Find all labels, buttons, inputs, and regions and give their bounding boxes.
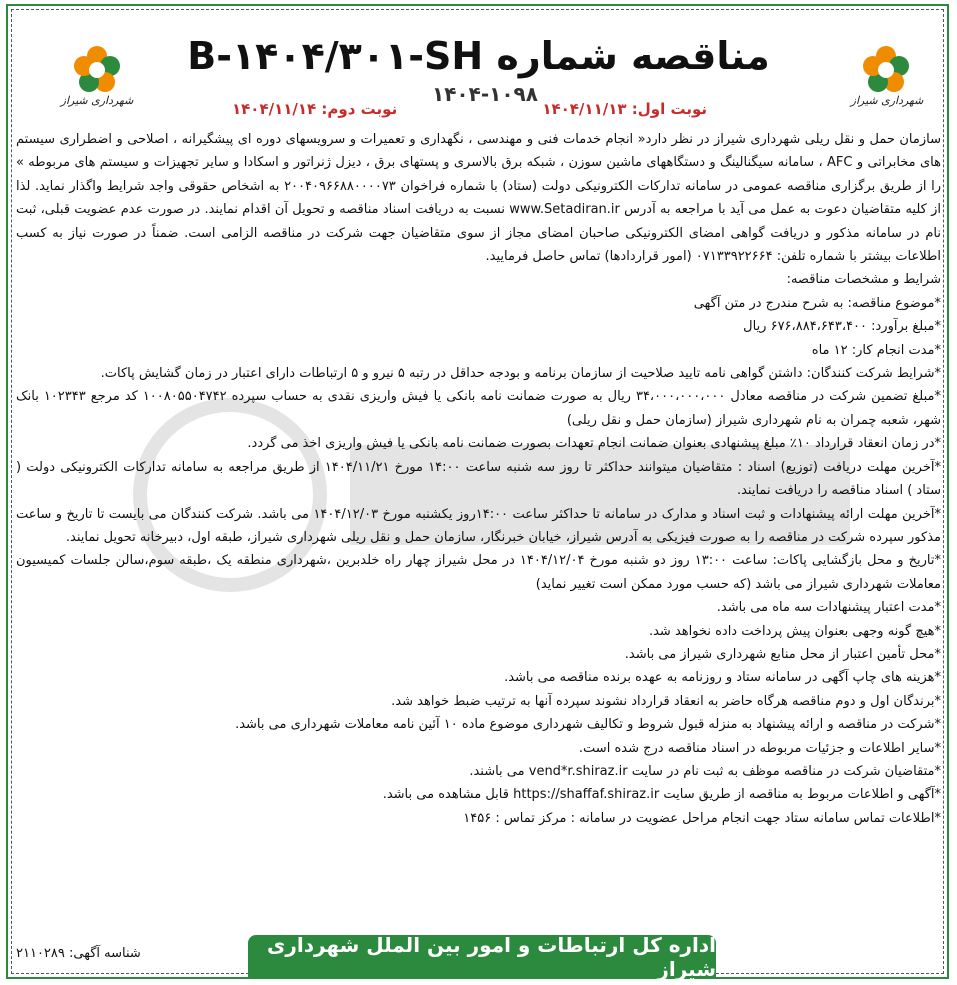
issuing-office-label: اداره کل ارتباطات و امور بین الملل شهرداری شیراز	[267, 933, 716, 981]
intro-paragraph: سازمان حمل و نقل ریلی شهرداری شیراز در نظر دارد« انجام خدمات فنی و مهندسی ، نگهداری و تعمیرات و سرویسهای دوره ای پیشگیرانه ، اصلاحی و اضطراری سیستم های مخابراتی و AFC ، سامانه سیگنالینگ و دستگاههای ماشین سوزن ، شبکه برق بالاسری و پستهای برق ، دیزل ژنراتور و اسکادا و سایر تجهیزات و سیستم های مربوطه » را از طریق برگزاری مناقصه عمومی در سامانه تدارکات الکترونیکی دولت (ستاد) با شماره فراخوان ۲۰۰۴۰۹۶۶۸۸۰۰۰۰۷۳ به اشخاص حقوقی واجد شرایط واگذار نماید. لذا از کلیه متقاضیان دعوت به عمل می آید با مراجعه به آدرس www.Setadiran.ir نسبت به دریافت اسناد مناقصه و تحویل آن اقدام نمایند. در صورت عدم عضویت قبلی، ثبت نام در سامانه مذکور و دریافت گواهی امضای الکترونیکی صاحبان امضای مجاز از سوی متقاضیان جهت شرکت در مناقصه الزامی است. ضمناً در صورت نیاز به کسب اطلاعات بیشتر با شماره تلفن: ۰۷۱۳۳۹۲۲۶۶۴ (امور قراردادها) تماس حاصل فرمایید.	[16, 132, 942, 265]
tender-body	[16, 128, 941, 830]
condition-item: *شرایط شرکت کنندگان: داشتن گواهی نامه تایید صلاحیت از سازمان برنامه و بودجه حداقل در رتبه ۵ نیرو و ۵ ارتباطات دارای اعتبار در زمان گشایش پاکات.	[100, 366, 941, 382]
condition-item: *شرکت در مناقصه و ارائه پیشنهاد به منزله قبول شروط و تکالیف شهرداری موضوع ماده ۱۰ آئین نامه معاملات شهرداری می باشد.	[235, 717, 941, 733]
logo-caption-right: شهرداری شیراز	[850, 94, 924, 107]
tender-title: مناقصه شماره B-۱۴۰۴/۳۰۱-SH	[187, 34, 770, 78]
handwritten-reference-number: ۱۴۰۴-۱۰۹۸	[432, 82, 538, 106]
logo-caption-left: شهرداری شیراز	[60, 94, 134, 107]
condition-item: *محل تأمین اعتبار از محل منابع شهرداری شیراز می باشد.	[624, 646, 941, 662]
condition-item: *موضوع مناقصه: به شرح مندرج در متن آگهی	[693, 295, 941, 311]
condition-item: *هزینه های چاپ آگهی در سامانه ستاد و روزنامه به عهده برنده مناقصه می باشد.	[504, 670, 941, 686]
condition-item: *مدت انجام کار: ۱۲ ماه	[811, 342, 941, 358]
condition-item: *هیچ گونه وجهی بعنوان پیش پرداخت داده نخواهد شد.	[648, 623, 941, 639]
condition-item: *سایر اطلاعات و جزئیات مربوطه در اسناد مناقصه درج شده است.	[578, 740, 941, 756]
conditions-heading: شرایط و مشخصات مناقصه:	[786, 272, 941, 288]
condition-item: *آخرین مهلت دریافت (توزیع) اسناد : متقاضیان میتوانند حداکثر تا روز سه شنبه ساعت ۱۴:۰۰ مورخ ۱۴۰۴/۱۱/۲۱ از طریق مراجعه به سامانه تدارکات الکترونیکی دولت ( ستاد ) اسناد مناقصه را دریافت نمایند.	[16, 459, 941, 499]
issuing-office-banner	[248, 935, 716, 979]
condition-item: *در زمان انعقاد قرارداد ۱۰٪ مبلغ پیشنهادی بعنوان ضمانت انجام تعهدات بصورت ضمانت نامه بانکی یا فیش واریزی اخذ می گردد.	[247, 436, 941, 452]
condition-item: *آگهی و اطلاعات مربوط به مناقصه از طریق سایت https://shaffaf.shiraz.ir قابل مشاهده می باشد.	[382, 787, 941, 803]
condition-item: *مبلغ برآورد: ۶۷۶،۸۸۴،۶۴۳،۴۰۰ ریال	[743, 319, 941, 335]
first-publication-date: نوبت اول: ۱۴۰۴/۱۱/۱۳	[542, 100, 707, 118]
condition-item: *اطلاعات تماس سامانه ستاد جهت انجام مراحل عضویت در سامانه : مرکز تماس : ۱۴۵۶	[463, 810, 941, 826]
second-publication-date: نوبت دوم: ۱۴۰۴/۱۱/۱۴	[232, 100, 398, 118]
condition-item: *مدت اعتبار پیشنهادات سه ماه می باشد.	[716, 600, 941, 616]
condition-item: *متقاضیان شرکت در مناقصه موظف به ثبت نام در سایت vend*r.shiraz.ir می باشند.	[469, 763, 941, 779]
ad-identifier: شناسه آگهی: ۲۱۱۰۲۸۹	[16, 946, 141, 961]
condition-item: *مبلغ تضمین شرکت در مناقصه معادل ۳۴،۰۰۰،۰۰۰،۰۰۰ ریال به صورت ضمانت نامه بانکی یا فیش واریزی نقدی به حساب سپرده ۱۰۰۸۰۵۵۰۴۷۴۲ کد مرجع ۱۰۲۳۴۳ بانک شهر، شعبه چمران به نام شهرداری شیراز (سازمان حمل و نقل ریلی)	[16, 389, 941, 428]
condition-item: *برندگان اول و دوم مناقصه هرگاه حاضر به انعقاد قرارداد نشوند سپرده آنها به ترتیب ضبط خواهد شد.	[391, 693, 941, 709]
condition-item: *تاریخ و محل بازگشایی پاکات: ساعت ۱۳:۰۰ روز دو شنبه مورخ ۱۴۰۴/۱۲/۰۴ در محل شیراز چهار راه خلدبرین ،شهرداری منطقه یک ،طبقه سوم،سالن جلسات کمیسیون معاملات شهرداری شیراز می باشد (که حسب مورد ممکن است تغییر نماید)	[16, 553, 941, 592]
condition-item: *آخرین مهلت ارائه پیشنهادات و ثبت اسناد و مدارک در سامانه تا حداکثر ساعت ۱۴:۰۰روز یکشنبه مورخ ۱۴۰۴/۱۲/۰۳ می باشد. شرکت کنندگان می بایست تا تاریخ و ساعت مذکور سپرده شرکت در مناقصه را به صورت فیزیکی به آدرس شیراز، خیابان خبرنگار، سازمان حمل و نقل ریلی شهرداری شیراز، طبقه اول، دبیرخانه تحویل نمایند.	[16, 506, 941, 545]
